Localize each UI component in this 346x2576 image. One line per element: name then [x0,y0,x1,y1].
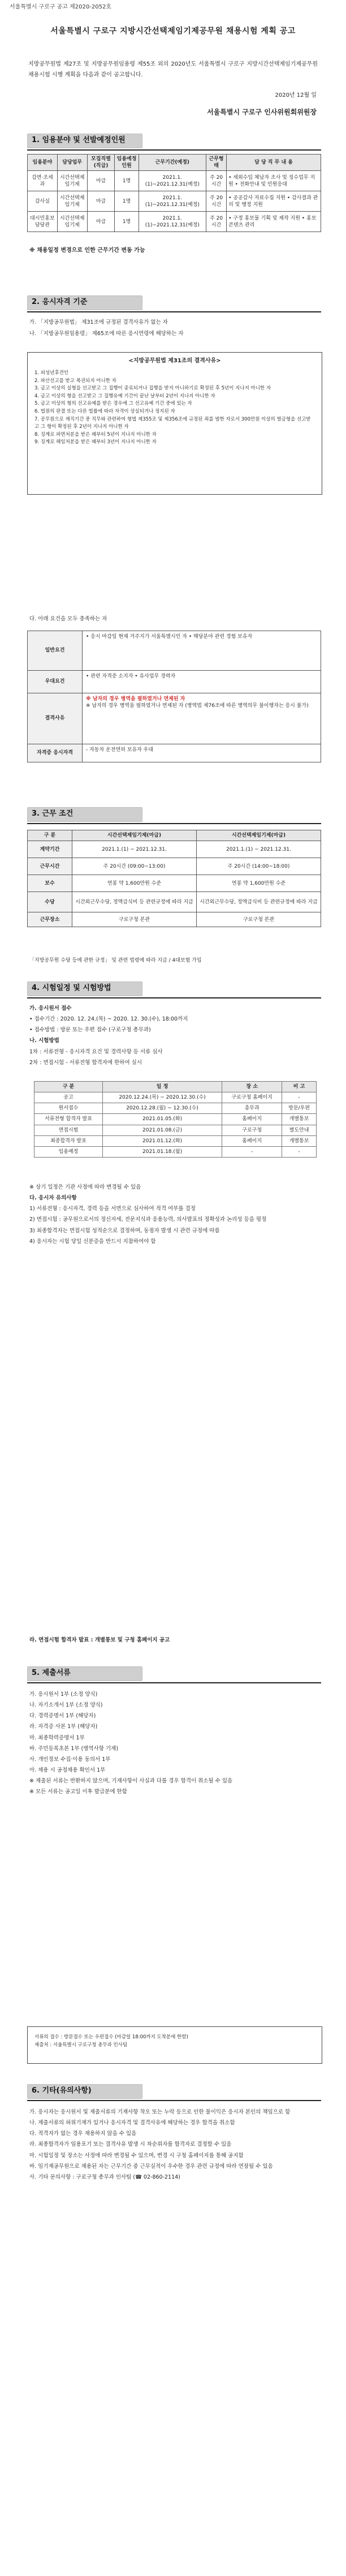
section-divider [27,2100,321,2101]
box-title: <지방공무원법 제31조의 결격사유> [128,358,221,364]
table-header-cell: 구 분 [34,1082,103,1092]
document-item: 다. 경력증명서 1부 (해당자) [29,1713,96,1720]
disqualification-box [27,352,322,495]
table-row [28,693,321,744]
table-cell: 2021.01.05.(화) [102,1114,222,1125]
exam-note-line: 2) 면접시험 : 공무원으로서의 정신자세, 전문지식과 응용능력, 의사발표의 정확성과 논리성 등을 평정 [29,1216,267,1223]
table-header-cell: 임용분야 [28,155,58,171]
box-line: 4. 금고 이상의 형을 선고받고 그 집행유예 기간이 끝난 날부터 2년이 지나지 아니한 자 [34,393,215,399]
notice-item: 사. 기타 문의사항 : 구로구청 총무과 인사팀 (☎ 02-860-2114) [29,2174,180,2180]
qualification-item: 나. 「지방공무원임용령」 제65조에 따른 응시연령에 해당하는 자 [29,330,184,337]
table-row [28,875,321,892]
table-key-cell: 계약기간 [28,841,72,858]
military-service-note: ※ 남자의 경우 병역을 필하였거나 면제된 자 [86,696,185,702]
table-header-cell: 담당업무 [57,155,87,171]
table-cell: 2021.01.08.(금) [102,1125,222,1135]
table-cell: 시간선택제임기제 [57,171,87,191]
exam-notes [29,1183,318,1248]
box-line: 7. 공무원으로 재직기간 중 직무와 관련하여 형법 제355조 및 제356조에 규정된 죄를 범한 자로서 300만원 이상의 벌금형을 선고받고 그 형이 확정된 후 2년이 지나지 아니한 자 [34,416,311,430]
qualification-item: 다. 아래 요건을 모두 충족하는 자 [29,616,107,622]
exam-result-announcement [29,1636,318,1647]
work-conditions-table [27,830,321,927]
section-title: 6. 기타(유의사항) [32,2086,92,2095]
notice-number: 서울특별시 구로구 공고 제2020-2052호 [10,4,111,10]
document-item: 라. 자격증 사본 1부 (해당자) [29,1724,98,1730]
table-cell: • 응시 마감일 현재 거주지가 서울특별시인 자 • 해당분야 관련 경험 보유자 [83,631,321,671]
table-cell: 방문/우편 [282,1103,317,1114]
exam-note-line: 3) 최종합격자는 면접시험 성적순으로 결정하며, 동점자 발생 시 관련 규정에 따름 [29,1227,220,1234]
table-cell: 1명 [115,191,139,212]
box-line: 6. 법원의 판결 또는 다른 법률에 따라 자격이 상실되거나 정지된 자 [34,408,175,414]
box-line: 서류의 접수 : 방문접수 또는 우편접수 (마감일 18:00까지 도착분에 한함) [34,2034,188,2040]
table-cell: 대시민홍보담당관 [28,212,58,232]
section-divider [27,1682,321,1683]
table-cell: 2021.01.18.(월) [102,1146,222,1157]
table-cell: 시간선택제임기제 [57,191,87,212]
submission-box [27,2026,322,2064]
notice-item: 바. 임기제공무원으로 채용된 자는 근무기간 중 근무실적이 우수한 경우 관련 규정에 따라 연장될 수 있음 [29,2163,273,2170]
schedule-change-note: ※ 채용일정 변경으로 인한 근무기간 변동 가능 [29,247,145,254]
table-cell: • 공공감사 자료수집 지원 • 감사결과 관리 및 행정 지원 [227,191,321,212]
table-cell: 마급 [87,171,115,191]
table-cell: 임용예정 [34,1146,103,1157]
table-cell: 2021.01.12.(화) [102,1135,222,1146]
section-divider [27,149,321,151]
table-header-cell: 장 소 [222,1082,282,1092]
table-cell: 2021.1.(1) ~ 2021.12.31. [72,841,197,858]
table-cell: 시간외근무수당, 정액급식비 등 관련규정에 따라 지급 [197,892,321,912]
table-row [28,912,321,927]
table-cell: 시간선택제임기제 [57,212,87,232]
table-cell: 개별통보 [282,1114,317,1125]
section-divider [27,823,321,824]
table-cell: 구로구청 홈페이지 [222,1092,282,1103]
table-key-cell: 근무시간 [28,858,72,875]
table-cell: - [282,1146,317,1157]
table-cell: 2021.1.(1)~2021.12.31(예정) [139,171,206,191]
document-item: 가. 응시원서 1부 (소정 양식) [29,1691,98,1698]
table-cell: 면접시험 [34,1125,103,1135]
table-cell: 2021.1.(1) ~ 2021.12.31. [197,841,321,858]
table-cell: - 자동차 운전면허 보유자 우대 [83,744,321,762]
table-cell: 주 20시간 (14:00~18:00) [197,858,321,875]
section-header-2 [27,295,146,310]
table-cell: 구로구청 본관 [72,912,197,927]
table-key-cell: 수당 [28,892,72,912]
section-title: 5. 제출서류 [32,1669,71,1677]
section-title: 3. 근무 조건 [32,809,73,818]
section-header-5 [27,1666,146,1681]
exam-note-line: 1) 서류전형 : 응시자격, 경력 등을 서면으로 심사하여 적격 여부를 결정 [29,1206,196,1212]
table-cell: 구로구청 본관 [197,912,321,927]
table-key-cell: 근무장소 [28,912,72,927]
table-cell: 연봉 약 1,600만원 수준 [197,875,321,892]
table-key-cell: 자격증 응시자격 [28,744,83,762]
table-cell: 주 20시간 [206,191,227,212]
table-cell: • 구정 홍보물 기획 및 제작 지원 • 홍보 콘텐츠 관리 [227,212,321,232]
box-line: 1. 피성년후견인 [34,370,69,376]
eligibility-table [27,631,321,762]
exam-subheading: 가. 응시원서 접수 [29,1005,72,1011]
table-header-row [28,155,321,171]
document-item: ※ 제출된 서류는 반환하지 않으며, 기재사항이 사실과 다를 경우 합격이 취소될 수 있음 [29,1778,233,1785]
section-divider [27,997,321,998]
table-header-cell: 시간선택제임기제(마급) [197,830,321,841]
table-cell: • 관련 자격증 소지자 • 유사업무 경력자 [83,671,321,693]
exam-note-line: 4) 응시자는 시험 당일 신분증을 반드시 지참하여야 함 [29,1238,156,1245]
table-cell: 마급 [87,191,115,212]
document-item: 나. 자기소개서 1부 (소정 양식) [29,1702,103,1709]
table-header-cell: 일 정 [102,1082,222,1092]
box-line: 8. 징계로 파면처분을 받은 때부터 5년이 지나지 아니한 자 [34,431,157,438]
notices-list [29,2108,318,2184]
exam-schedule-note: ※ 상기 일정은 기관 사정에 따라 변경될 수 있음 [29,1184,141,1190]
table-cell: 주 20시간 (09:00~13:00) [72,858,197,875]
table-header-cell: 모집직렬(직급) [87,155,115,171]
table-row [28,212,321,232]
table-cell: 최종합격자 발표 [34,1135,103,1146]
notice-item: 라. 최종합격자가 임용포기 또는 결격사유 발생 시 차순위자를 합격자로 결정할 수 있음 [29,2141,232,2148]
table-header-cell: 비 고 [282,1082,317,1092]
section-header-1 [27,134,146,148]
table-cell: 2021.1.(1)~2021.12.31(예정) [139,212,206,232]
table-header-cell: 임용예정인원 [115,155,139,171]
section-header-3 [27,807,146,822]
table-key-cell: 결격사유 [28,693,83,744]
document-item: ※ 모든 서류는 공고일 이후 발급분에 한함 [29,1789,127,1795]
table-cell [83,693,321,744]
table-key-cell: 우대요건 [28,671,83,693]
exam-subheading: 나. 시험방법 [29,1038,59,1044]
page-title: 서울특별시 구로구 지방시간선택제임기제공무원 채용시험 계획 공고 [50,27,296,36]
work-note: 「지방공무원 수당 등에 관한 규정」 및 관련 법령에 따라 지급 / 4대보험 가입 [29,958,202,963]
table-header-cell: 담 당 직 무 내 용 [227,155,321,171]
qualification-item: 가. 「지방공무원법」 제31조에 규정된 결격사유가 없는 자 [29,319,168,325]
table-cell: 2020.12.24.(목) ~ 2020.12.30.(수) [102,1092,222,1103]
section-header-6 [27,2084,146,2099]
section-divider [27,311,321,312]
table-cell: 개별통보 [282,1135,317,1146]
table-cell: 감사실 [28,191,58,212]
table-row [28,671,321,693]
recruitment-table [27,154,321,232]
table-cell: 총무과 [222,1103,282,1114]
table-row [34,1114,317,1125]
table-cell: - [222,1146,282,1157]
box-line: 9. 징계로 해임처분을 받은 때부터 3년이 지나지 아니한 자 [34,439,157,445]
table-row [34,1146,317,1157]
table-cell-text: ※ 남자의 경우 병역을 필하였거나 면제된 자 (병역법 제76조에 따른 병역의무 불이행자는 응시 불가) [86,703,309,709]
qualification-text [29,318,319,340]
box-lines [34,370,315,447]
table-cell: 홈페이지 [222,1135,282,1146]
table-cell: 시간외근무수당, 정액급식비 등 관련규정에 따라 지급 [72,892,197,912]
table-cell: - [282,1092,317,1103]
box-lines [34,2034,315,2049]
table-row [28,191,321,212]
table-cell: 1명 [115,171,139,191]
table-cell: 2020.12.28.(월) ~ 12.30.(수) [102,1103,222,1114]
box-line: 5. 금고 이상의 형의 선고유예를 받은 경우에 그 선고유예 기간 중에 있는 자 [34,401,192,407]
table-row [28,858,321,875]
document-item: 사. 개인정보 수집·이용 동의서 1부 [29,1756,111,1763]
table-cell: 별도안내 [282,1125,317,1135]
table-row [34,1125,317,1135]
table-key-cell: 일반요건 [28,631,83,671]
issuing-org: 서울특별시 구로구 인사위원회위원장 [207,108,317,116]
section-title: 1. 임용분야 및 선발예정인원 [32,136,126,144]
table-key-cell: 보수 [28,875,72,892]
notice-item: 다. 적격자가 없는 경우 채용하지 않을 수 있음 [29,2131,137,2137]
section-title: 2. 응시자격 기준 [32,298,88,306]
table-row [28,841,321,858]
table-cell: • 세외수입 체납자 조사 및 징수업무 지원 • 전화안내 및 민원응대 [227,171,321,191]
table-header-cell: 시간선택제임기제(마급) [72,830,197,841]
exam-line: 2차 : 면접시험 - 서류전형 합격자에 한하여 실시 [29,1059,142,1066]
table-row [28,631,321,671]
table-row [28,892,321,912]
table-header-cell: 근무기간(예정) [139,155,206,171]
table-cell: 2021.1.(1)~2021.12.31(예정) [139,191,206,212]
table-header-cell: 근무형태 [206,155,227,171]
table-row [28,744,321,762]
exam-application [29,1004,318,1069]
table-cell: 마급 [87,212,115,232]
box-line: 제출처 : 서울특별시 구로구청 총무과 인사팀 [34,2042,128,2048]
table-cell: 연봉 약 1,600만원 수준 [72,875,197,892]
qualification-text-2 [29,615,319,626]
notice-date: 2020년 12월 일 [275,92,317,98]
notice-item: 나. 제출서류의 허위기재가 있거나 응시자격 및 결격사유에 해당하는 경우 합격을 취소함 [29,2120,235,2127]
box-line: 2. 파산선고를 받고 복권되지 아니한 자 [34,378,116,384]
table-cell: 1명 [115,212,139,232]
intro-text: 지방공무원법 제27조 및 지방공무원임용령 제55조 외의 2020년도 서울특별시 구로구 지방시간선택제임기제공무원 채용시험 시행 계획을 다음과 같이 공고합니다. [28,61,318,78]
table-cell: 원서접수 [34,1103,103,1114]
table-row [34,1135,317,1146]
table-cell: 주 20시간 [206,212,227,232]
exam-subheading: 다. 응시자 유의사항 [29,1195,77,1202]
document-item: 아. 채용 시 공정채용 확인서 1부 [29,1767,106,1773]
document-item: 마. 최종학력증명서 1부 [29,1734,85,1741]
table-row [34,1092,317,1103]
section-header-4 [27,981,146,996]
table-cell: 공고 [34,1092,103,1103]
table-header-row [34,1082,317,1092]
table-row [28,171,321,191]
notice-item: 마. 시험일정 및 장소는 사정에 따라 변경될 수 있으며, 변경 시 구청 홈페이지를 통해 공지함 [29,2152,244,2159]
documents-list [29,1690,318,1798]
table-header-row [28,830,321,841]
table-row [34,1103,317,1114]
exam-subheading: 라. 면접시험 합격자 발표 : 개별통보 및 구청 홈페이지 공고 [29,1637,170,1643]
notice-item: 가. 응시자는 응시원서 및 제출서류의 기재사항 착오 또는 누락 등으로 인한 불이익은 응시자 본인의 책임으로 함 [29,2109,291,2115]
exam-line: • 접수방법 : 방문 또는 우편 접수 (구로구청 총무과) [29,1027,151,1034]
document-item: 바. 주민등록초본 1부 (병역사항 기재) [29,1745,119,1752]
table-cell: 감면·조세과 [28,171,58,191]
exam-line: • 접수기간 : 2020. 12. 24.(목) ~ 2020. 12. 30.(수), 18:00까지 [29,1016,188,1023]
table-cell: 서류전형 합격자 발표 [34,1114,103,1125]
exam-line: 1차 : 서류전형 - 응시자격 요건 및 경력사항 등 서류 심사 [29,1048,163,1055]
table-cell: 주 20시간 [206,171,227,191]
table-cell: 구로구청 [222,1125,282,1135]
table-cell: 홈페이지 [222,1114,282,1125]
exam-schedule-table [34,1081,317,1158]
section-title: 4. 시험일정 및 시험방법 [32,984,111,992]
table-header-cell: 구 분 [28,830,72,841]
box-line: 3. 금고 이상의 실형을 선고받고 그 집행이 종료되거나 집행을 받지 아니하기로 확정된 후 5년이 지나지 아니한 자 [34,385,271,392]
